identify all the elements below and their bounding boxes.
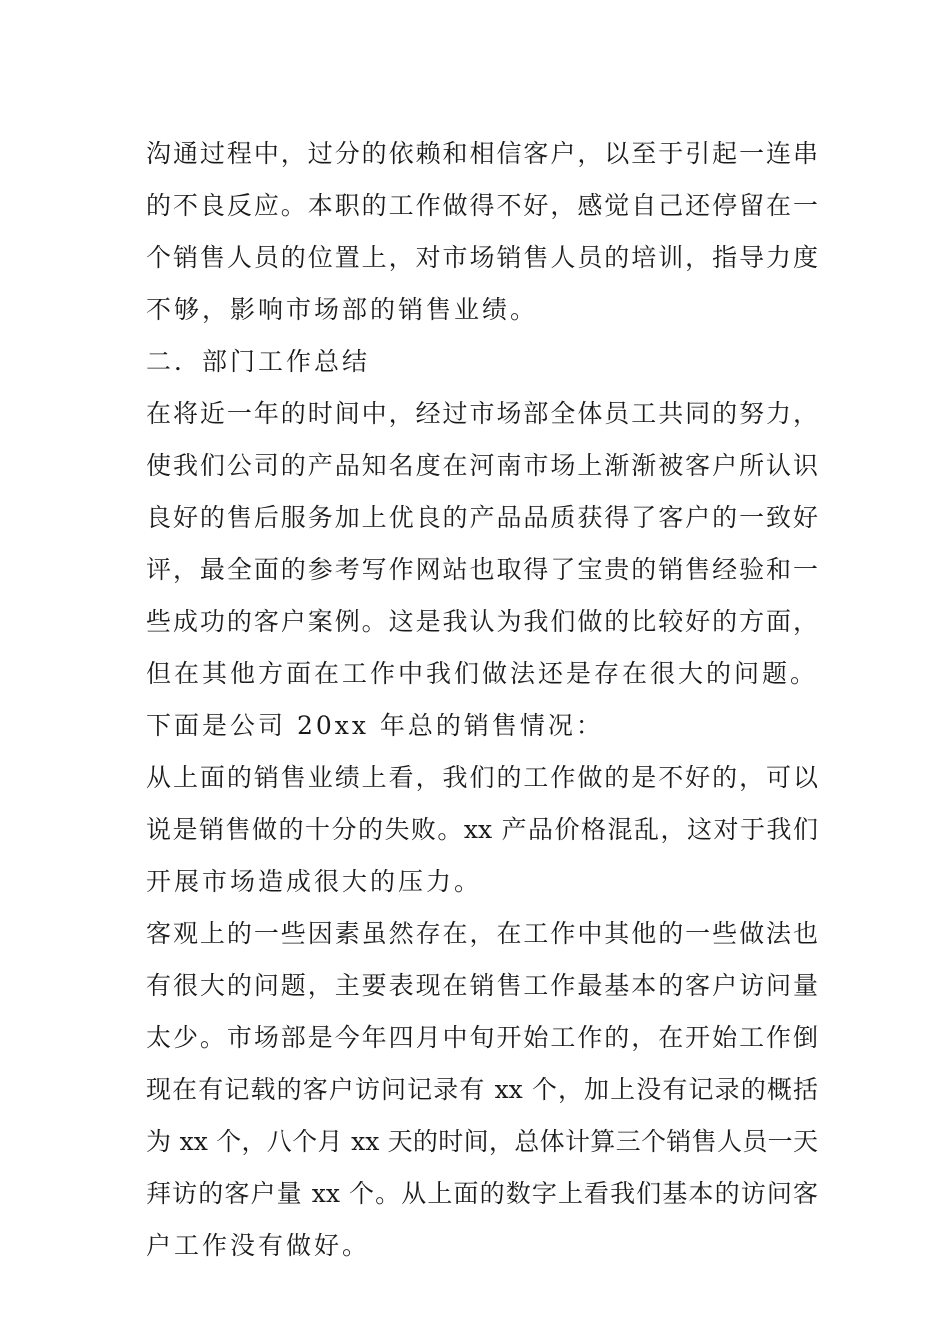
- text-line: 使我们公司的产品知名度在河南市场上渐渐被客户所认识: [146, 451, 818, 480]
- text-line: 下面是公司 20xx 年总的销售情况：: [146, 711, 604, 740]
- text-line: 的不良反应。本职的工作做得不好，感觉自己还停留在一: [146, 191, 818, 220]
- text-line: 评，最全面的参考写作网站也取得了宝贵的销售经验和一: [146, 555, 818, 584]
- text-line: 为 xx 个，八个月 xx 天的时间，总体计算三个销售人员一天: [146, 1127, 818, 1156]
- text-line: 但在其他方面在工作中我们做法还是存在很大的问题。: [146, 659, 818, 688]
- text-line: 些成功的客户案例。这是我认为我们做的比较好的方面，: [146, 607, 818, 636]
- text-line: 太少。市场部是今年四月中旬开始工作的，在开始工作倒: [146, 1023, 818, 1052]
- text-line: 说是销售做的十分的失败。xx 产品价格混乱，这对于我们: [146, 815, 818, 844]
- document-body: [146, 128, 818, 1272]
- text-line: 有很大的问题，主要表现在销售工作最基本的客户访问量: [146, 971, 818, 1000]
- text-line: 现在有记载的客户访问记录有 xx 个，加上没有记录的概括: [146, 1075, 818, 1104]
- text-line: 客观上的一些因素虽然存在，在工作中其他的一些做法也: [146, 919, 818, 948]
- text-line: 不够，影响市场部的销售业绩。: [146, 295, 539, 324]
- text-line: 拜访的客户量 xx 个。从上面的数字上看我们基本的访问客: [146, 1179, 818, 1208]
- text-line: 从上面的销售业绩上看，我们的工作做的是不好的，可以: [146, 763, 818, 792]
- section-heading: 二．部门工作总结: [146, 347, 371, 376]
- text-line: 在将近一年的时间中，经过市场部全体员工共同的努力，: [146, 399, 818, 428]
- text-line: 开展市场造成很大的压力。: [146, 867, 483, 896]
- text-line: 个销售人员的位置上，对市场销售人员的培训，指导力度: [146, 243, 818, 272]
- text-line: 户工作没有做好。: [146, 1231, 371, 1260]
- text-line: 沟通过程中，过分的依赖和相信客户，以至于引起一连串: [146, 139, 818, 168]
- text-line: 良好的售后服务加上优良的产品品质获得了客户的一致好: [146, 503, 818, 532]
